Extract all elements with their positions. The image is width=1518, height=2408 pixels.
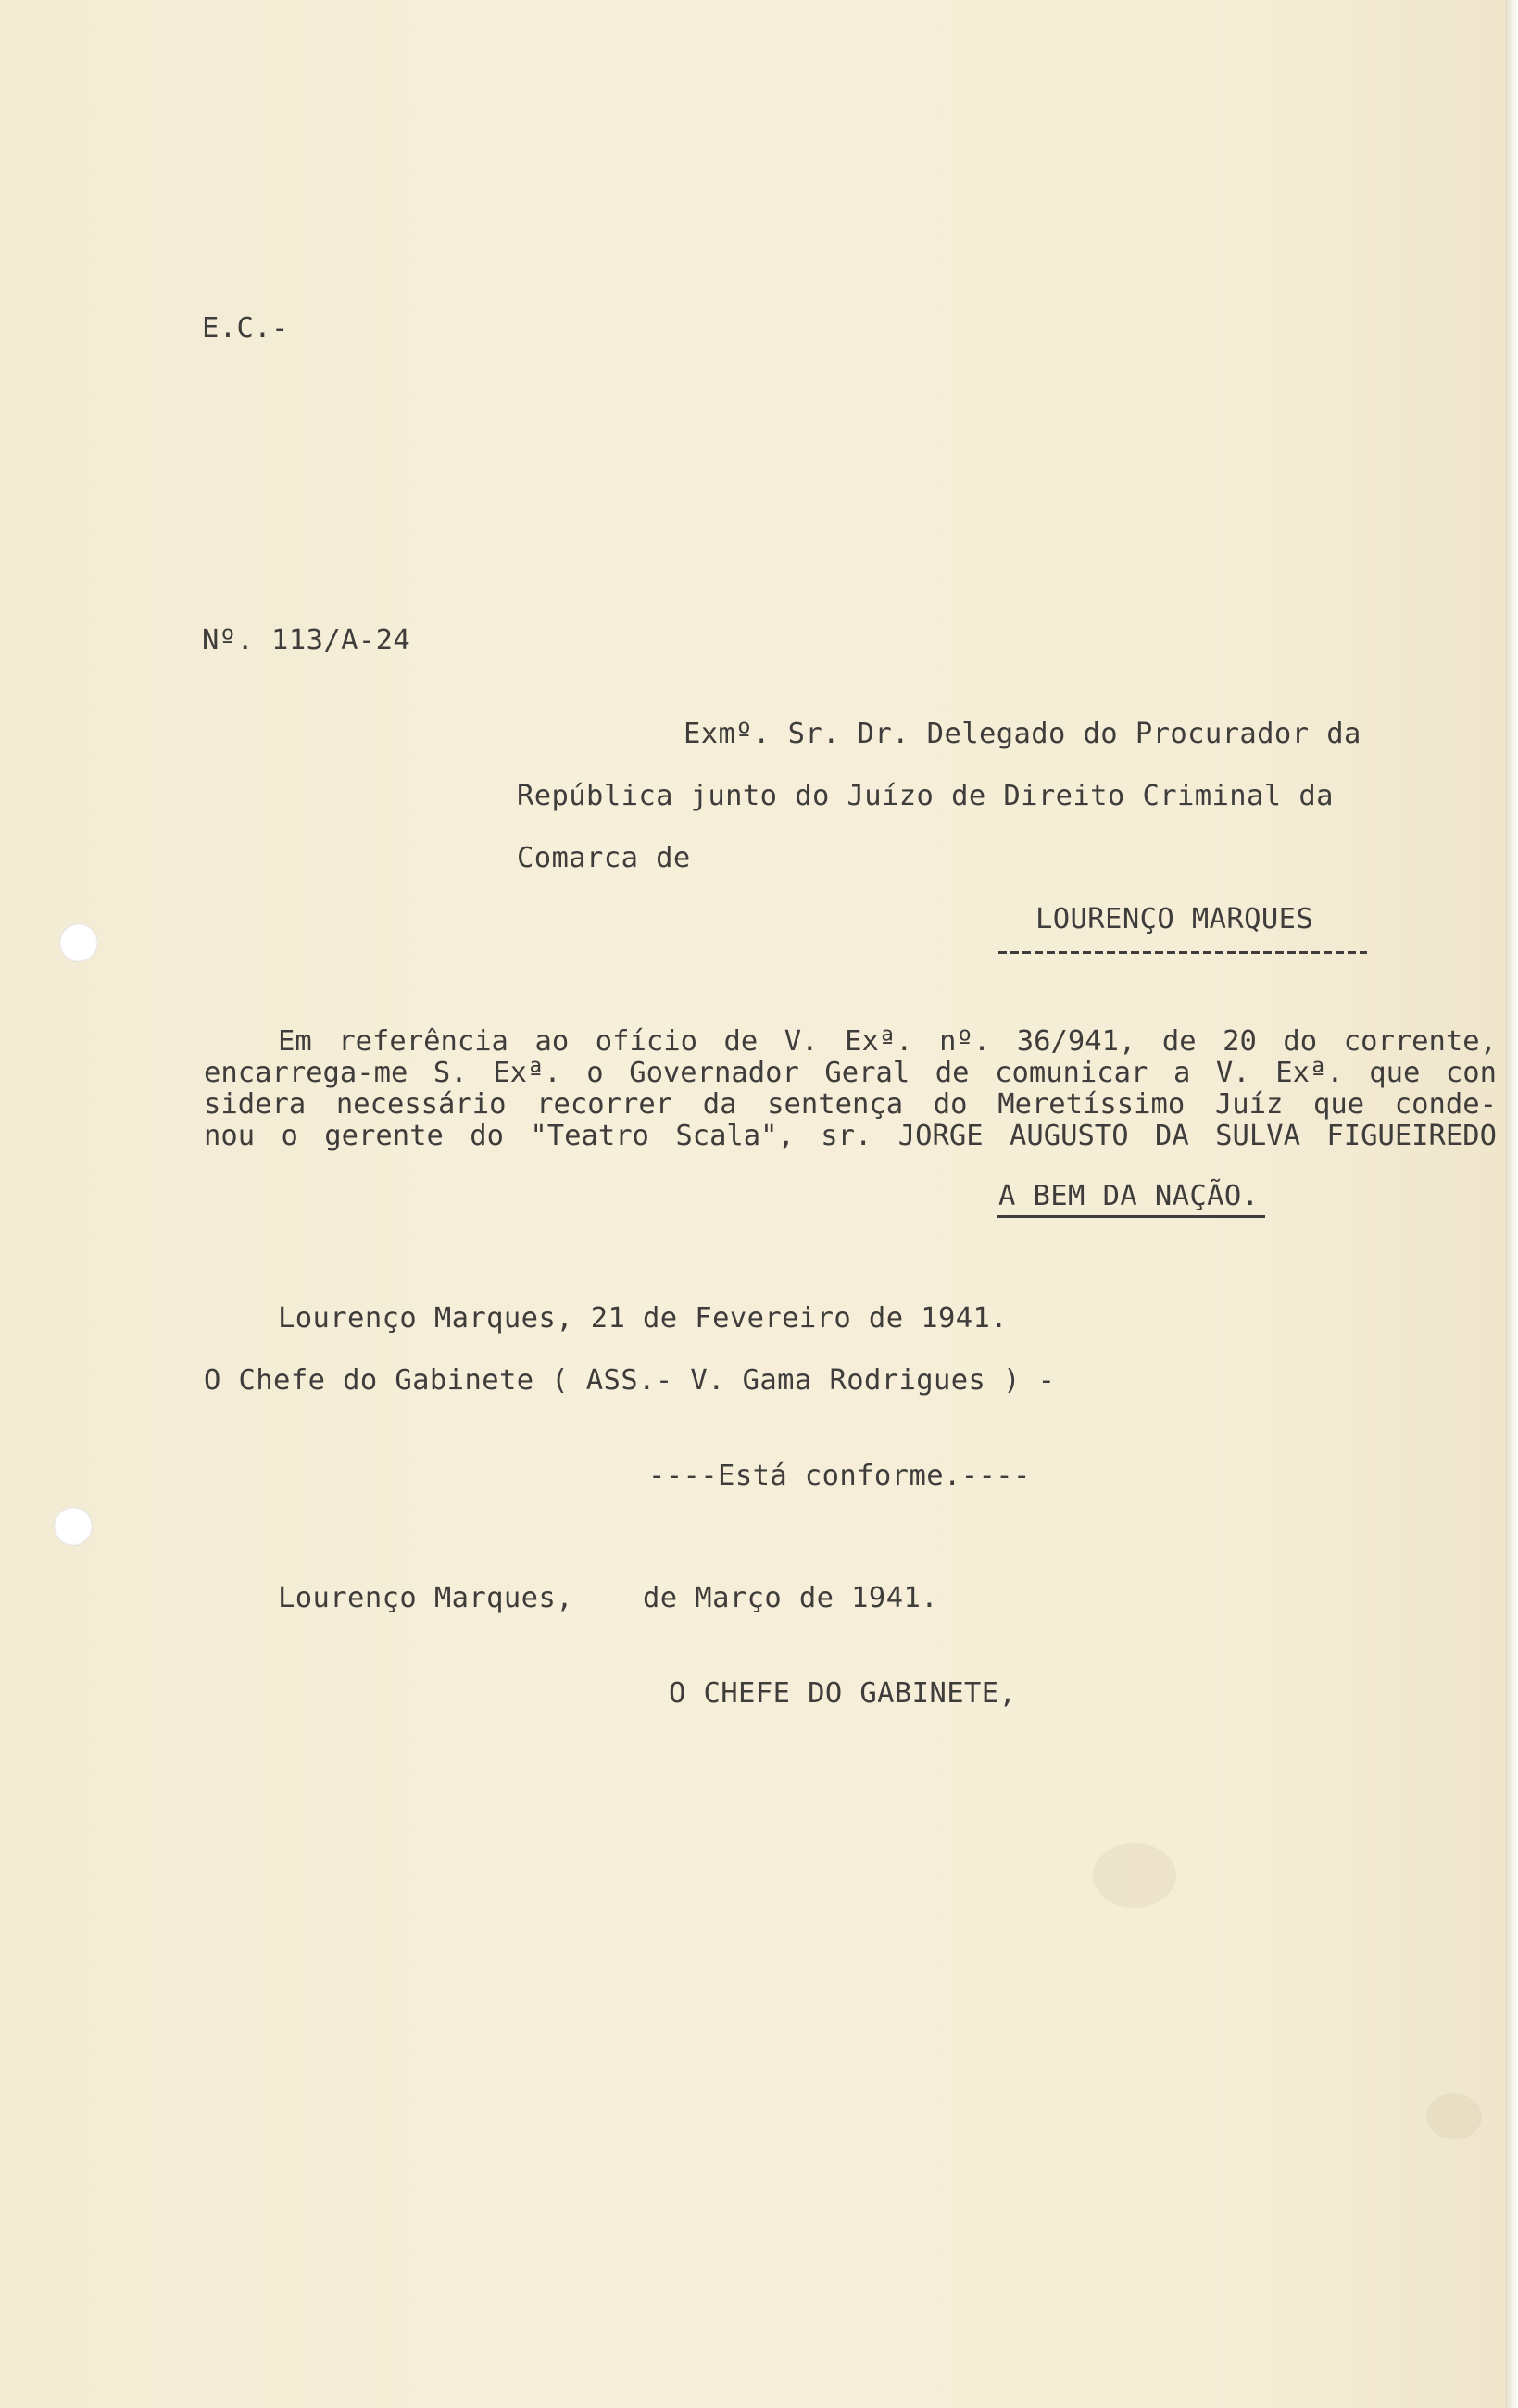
city-dashed-underline: [998, 951, 1367, 954]
body-line-1: Em referência ao ofício de V. Exª. nº. 36/941, de 20 do corrente,: [278, 1025, 1497, 1058]
body-line-2: encarrega-me S. Exª. o Governador Geral de comunicar a V. Exª. que con: [204, 1057, 1497, 1089]
body-line-3: sidera necessário recorrer da sentença do Meretíssimo Juíz que conde-: [204, 1088, 1497, 1121]
punch-hole-lower: [54, 1507, 93, 1546]
date-line: Lourenço Marques, 21 de Fevereiro de 1941.: [278, 1302, 1009, 1335]
file-reference: E.C.-: [202, 312, 289, 345]
addressee-city: LOURENÇO MARQUES: [1035, 903, 1314, 935]
sheet-edge: [1505, 0, 1518, 2408]
paper-stain: [1093, 1843, 1176, 1908]
paper-stain: [1426, 2093, 1482, 2139]
conformity-line: ----Está conforme.----: [648, 1460, 1031, 1492]
document-number: Nº. 113/A-24: [202, 624, 411, 657]
punch-hole-upper: [59, 923, 98, 962]
closing-motto-underline: [997, 1215, 1265, 1218]
certification-date-line: Lourenço Marques, de Março de 1941.: [278, 1582, 938, 1614]
addressee-line-1: Exmº. Sr. Dr. Delegado do Procurador da: [684, 718, 1361, 750]
signature-line: O Chefe do Gabinete ( ASS.- V. Gama Rodrigues ) -: [204, 1364, 1056, 1397]
addressee-line-2: República junto do Juízo de Direito Criminal da: [517, 780, 1334, 812]
closing-motto: A BEM DA NAÇÃO.: [998, 1180, 1260, 1212]
body-line-4: nou o gerente do "Teatro Scala", sr. JORGE AUGUSTO DA SULVA FIGUEIREDO: [204, 1120, 1497, 1152]
addressee-line-3: Comarca de: [517, 842, 691, 874]
certification-signatory: O CHEFE DO GABINETE,: [669, 1677, 1017, 1710]
